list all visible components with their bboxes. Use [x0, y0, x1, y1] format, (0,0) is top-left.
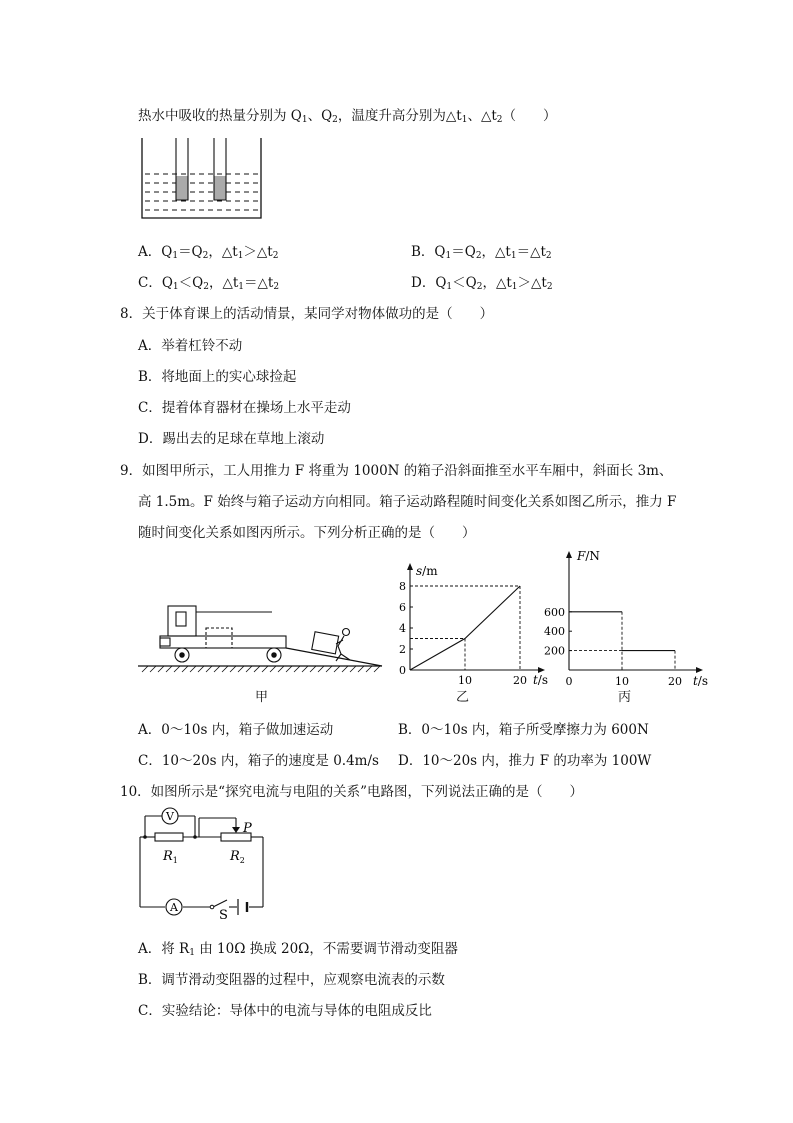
q7-option-b: B．$Q_1=Q_2$，$\triangle t_1=\triangle t_2$: [411, 244, 552, 261]
r2-label: $R_2$: [230, 849, 245, 865]
test-tube-right: [214, 138, 226, 200]
y-tick-label: 4: [399, 622, 406, 635]
circuit-diagram: [135, 806, 270, 921]
slider-label: P: [243, 821, 252, 836]
worker: [336, 629, 350, 662]
resistor-r1: [155, 833, 183, 841]
q10-option-c: C．实验结论：导体中的电流与导体的电阻成反比: [138, 1003, 432, 1019]
x-tick-label: 0: [565, 675, 573, 688]
chart-yi-distance-time: [390, 558, 550, 688]
x-axis-arrow: [696, 667, 703, 673]
q9-stem-line3: 随时间变化关系如图丙所示。下列分析正确的是（ ）: [138, 525, 476, 541]
y-tick-label: 200: [544, 644, 565, 658]
beaker-figure: [138, 136, 264, 222]
q8-stem: 8．关于体育课上的活动情景，某同学对物体做功的是（ ）: [120, 306, 494, 322]
y-axis-arrow: [566, 551, 572, 558]
q9-option-b: B．0～10s 内，箱子所受摩擦力为 600N: [398, 722, 649, 738]
x-tick-label: 20: [668, 675, 682, 688]
series-line: [410, 586, 520, 670]
y-tick-label: 0: [399, 664, 406, 677]
q10-option-b: B．调节滑动变阻器的过程中，应观察电流表的示数: [138, 972, 445, 988]
truck: [160, 606, 286, 648]
wheels: [175, 648, 281, 662]
q10-option-a: A．将 $R_1$ 由 10Ω 换成 20Ω，不需要调节滑动变阻器: [138, 941, 458, 958]
x-axis-label: t/s: [692, 674, 708, 688]
y-tick-label: 2: [399, 643, 406, 656]
q9-stem-line2: 高 1.5m。F 始终与箱子运动方向相同。箱子运动路程随时间变化关系如图乙所示，推力 F: [138, 494, 677, 510]
y-tick-label: 6: [399, 601, 406, 614]
q8-option-b: B．将地面上的实心球捡起: [138, 369, 297, 385]
r1-label: $R_1$: [163, 849, 178, 865]
q9-option-d: D．10～20s 内，推力 F 的功率为 100W: [398, 753, 652, 769]
y-tick-label: 600: [544, 605, 565, 619]
q10-stem: 10．如图所示是“探究电流与电阻的关系”电路图，下列说法正确的是（ ）: [120, 784, 583, 800]
y-axis-arrow: [407, 563, 413, 570]
ammeter-label: A: [170, 901, 178, 914]
switch-label: S: [219, 908, 228, 923]
x-axis-label: t/s: [532, 673, 548, 687]
q9-option-c: C．10～20s 内，箱子的速度是 0.4m/s: [138, 753, 379, 769]
figure-label-bing: 丙: [618, 690, 632, 705]
q8-option-c: C．提着体育器材在操场上水平走动: [138, 400, 351, 416]
y-tick-label: 8: [399, 580, 406, 593]
ground: [138, 666, 382, 672]
crate: [312, 632, 339, 654]
x-tick-label: 10: [615, 675, 629, 688]
slider-arrow: [232, 827, 240, 833]
q7-option-c: C．$Q_1<Q_2$，$\triangle t_1=\triangle t_2$: [138, 275, 280, 292]
x-tick-label: 20: [513, 674, 527, 687]
q9-option-a: A．0～10s 内，箱子做加速运动: [138, 722, 334, 738]
q9-stem-line1: 9．如图甲所示，工人用推力 F 将重为 1000N 的箱子沿斜面推至水平车厢中，斜面长 3m、: [120, 463, 673, 479]
q7-option-d: D．$Q_1<Q_2$，$\triangle t_1>\triangle t_2$: [411, 275, 553, 292]
y-axis-label: F/N: [577, 549, 600, 563]
x-tick-label: 10: [458, 674, 472, 687]
q8-option-a: A．举着杠铃不动: [138, 338, 243, 354]
figure-label-jia: 甲: [255, 690, 269, 705]
q8-option-d: D．踢出去的足球在草地上滚动: [138, 431, 325, 447]
y-axis-label: s/m: [416, 564, 438, 578]
q7-intro: 热水中吸收的热量分别为 $Q_1$、$Q_2$，温度升高分别为$\triangle t_1$、$\triangle t_2$（ ）: [138, 108, 557, 125]
chart-bing-force-time: [540, 546, 715, 688]
y-tick-label: 400: [544, 625, 565, 639]
battery: [238, 899, 247, 915]
q7-option-a: A．$Q_1=Q_2$，$\triangle t_1>\triangle t_2$: [138, 244, 279, 261]
figure-label-yi: 乙: [456, 690, 470, 705]
test-tube-left: [176, 138, 188, 200]
voltmeter-label: V: [166, 810, 174, 823]
